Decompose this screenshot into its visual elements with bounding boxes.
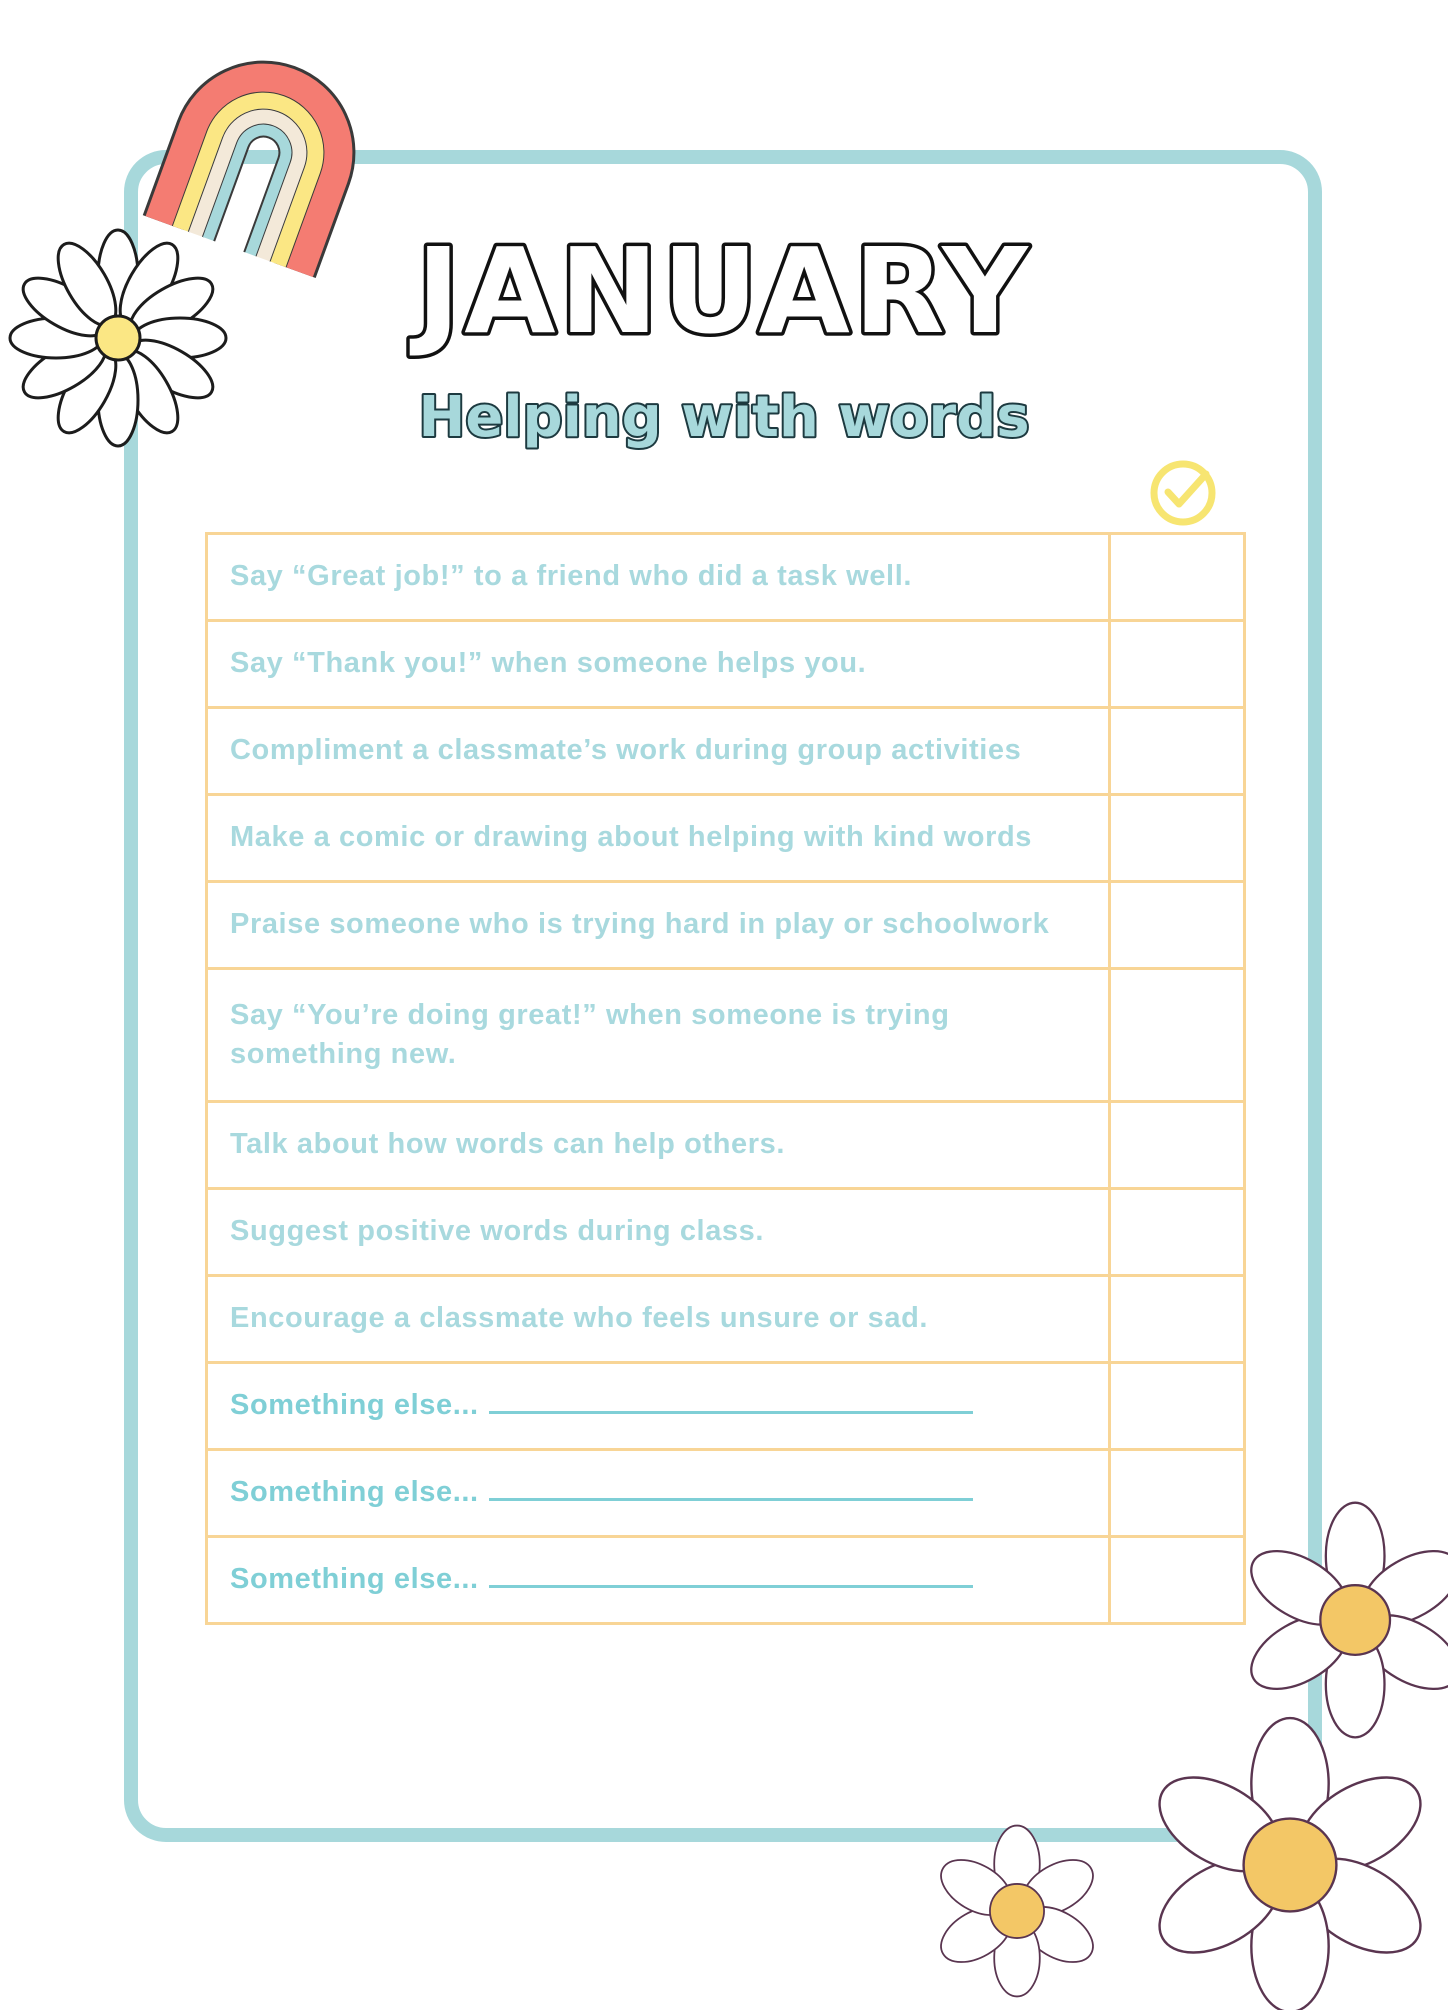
checkbox-cell[interactable] — [1110, 708, 1245, 795]
task-text: Make a comic or drawing about helping with kind words — [207, 795, 1110, 882]
checkbox-cell[interactable] — [1110, 1450, 1245, 1537]
task-text: Compliment a classmate’s work during group activities — [207, 708, 1110, 795]
table-row — [207, 534, 1245, 621]
task-text: Suggest positive words during class. — [207, 1189, 1110, 1276]
page-title — [0, 222, 1448, 366]
other-task-label: Something else... — [230, 1389, 479, 1422]
table-row — [207, 1189, 1245, 1276]
task-checklist-table — [205, 532, 1246, 1625]
table-row — [207, 708, 1245, 795]
daisy-flower-icon — [1130, 1720, 1448, 2010]
other-task-label: Something else... — [230, 1476, 479, 1509]
task-text: Say “Great job!” to a friend who did a task well. — [207, 534, 1110, 621]
other-task-cell — [207, 1537, 1110, 1624]
checkbox-cell[interactable] — [1110, 795, 1245, 882]
table-row — [207, 1537, 1245, 1624]
checkbox-cell[interactable] — [1110, 1276, 1245, 1363]
checkbox-cell[interactable] — [1110, 882, 1245, 969]
table-row — [207, 1102, 1245, 1189]
checkbox-cell[interactable] — [1110, 1102, 1245, 1189]
page-subtitle-text: Helping with words — [418, 385, 1030, 450]
daisy-flower-icon — [1236, 1490, 1448, 1750]
task-text: Encourage a classmate who feels unsure or sad. — [207, 1276, 1110, 1363]
page-subtitle — [0, 376, 1448, 460]
checkbox-cell[interactable] — [1110, 534, 1245, 621]
write-in-line[interactable] — [489, 1387, 973, 1414]
table-row — [207, 1363, 1245, 1450]
checkbox-cell[interactable] — [1110, 969, 1245, 1102]
table-row — [207, 969, 1245, 1102]
checkbox-cell[interactable] — [1110, 1363, 1245, 1450]
checkmark-circle-icon — [1146, 456, 1220, 530]
table-row — [207, 882, 1245, 969]
page-title-text: JANUARY — [416, 222, 1032, 360]
table-row — [207, 795, 1245, 882]
table-row — [207, 621, 1245, 708]
other-task-cell — [207, 1363, 1110, 1450]
checkbox-cell[interactable] — [1110, 1537, 1245, 1624]
table-row — [207, 1276, 1245, 1363]
write-in-line[interactable] — [489, 1561, 973, 1588]
other-task-cell — [207, 1450, 1110, 1537]
task-text: Praise someone who is trying hard in play or schoolwork — [207, 882, 1110, 969]
other-task-label: Something else... — [230, 1563, 479, 1596]
table-row — [207, 1450, 1245, 1537]
daisy-flower-icon — [892, 1822, 1142, 2000]
checkbox-cell[interactable] — [1110, 621, 1245, 708]
task-text: Say “You’re doing great!” when someone is trying something new. — [207, 969, 1110, 1102]
checkbox-cell[interactable] — [1110, 1189, 1245, 1276]
task-text: Say “Thank you!” when someone helps you. — [207, 621, 1110, 708]
write-in-line[interactable] — [489, 1474, 973, 1501]
task-text: Talk about how words can help others. — [207, 1102, 1110, 1189]
